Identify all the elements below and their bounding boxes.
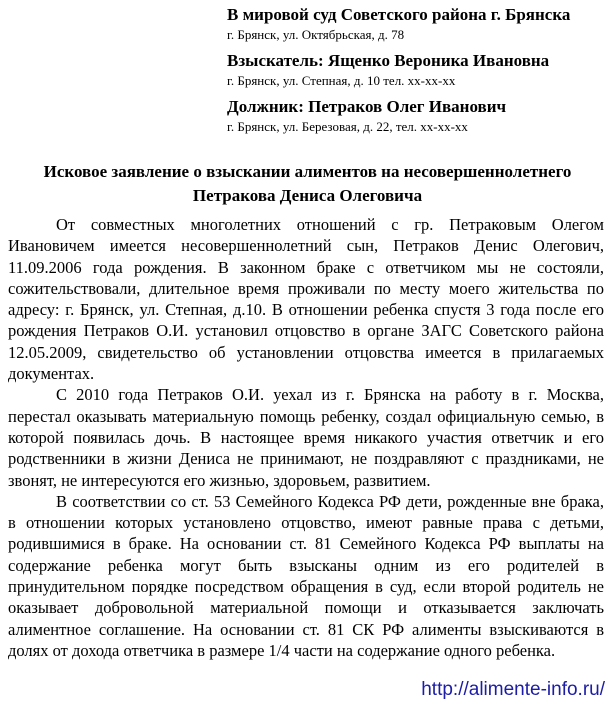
court-address: г. Брянск, ул. Октябрьская, д. 78 [227, 27, 405, 42]
document-body [8, 214, 604, 661]
court-title: В мировой суд Советского района г. Брянска [227, 5, 571, 24]
document-title-line2: Петракова Дениса Олеговича [192, 186, 423, 205]
debtor-address: г. Брянск, ул. Березовая, д. 22, тел. xx-xx-xx [227, 119, 468, 134]
paragraph-2: С 2010 года Петраков О.И. уехал из г. Брянска на работу в г. Москва, перестал оказывать материальную помощь ребенку, создал официальную семью, в которой появилась дочь. В настоящее время никакого участия ответчик и его родственники в жизни Дениса не принимают, не поздравляют с праздниками, не звонят, не интересуются его жизнью, здоровьем, развитием. [8, 385, 604, 490]
claimant-address: г. Брянск, ул. Степная, д. 10 тел. xx-xx-xx [227, 73, 456, 88]
document-title [0, 160, 615, 208]
paragraph-3: В соответствии со ст. 53 Семейного Кодекса РФ дети, рожденные вне брака, в отношении которых установлено отцовство, имеют равные права с детьми, родившимися в браке. На основании ст. 81 Семейного Кодекса РФ выплаты на содержание ребенка могут быть взысканы одним из его родителей в принудительном порядке посредством обращения в суд, если второй родитель не оказывает добровольной материальной помощи и отказывается заключать алиментное соглашение. На основании ст. 81 СК РФ алименты взыскиваются в долях от дохода ответчика в размере 1/4 части на содержание одного ребенка. [8, 491, 604, 660]
addressee-block [227, 4, 607, 142]
debtor-line: Должник: Петраков Олег Иванович [227, 97, 507, 116]
claimant-line: Взыскатель: Ященко Вероника Ивановна [227, 51, 550, 70]
document-title-line1: Исковое заявление о взыскании алиментов на несовершеннолетнего [43, 162, 572, 181]
paragraph-1: От совместных многолетних отношений с гр. Петраковым Олегом Ивановичем имеется несовершеннолетний сын, Петраков Денис Олегович, 11.09.2006 года рождения. В законном браке с ответчиком мы не состояли, сожительствовали, длительное время проживали по месту моего жительства по адресу: г. Брянск, ул. Степная, д.10. В отношении ребенка спустя 3 года после его рождения Петраков О.И. установил отцовство в органе ЗАГС Советского района 12.05.2009, свидетельство об установлении отцовства имеется в прилагаемых документах. [8, 215, 604, 384]
source-url-link[interactable]: http://alimente-info.ru/ [415, 679, 605, 701]
